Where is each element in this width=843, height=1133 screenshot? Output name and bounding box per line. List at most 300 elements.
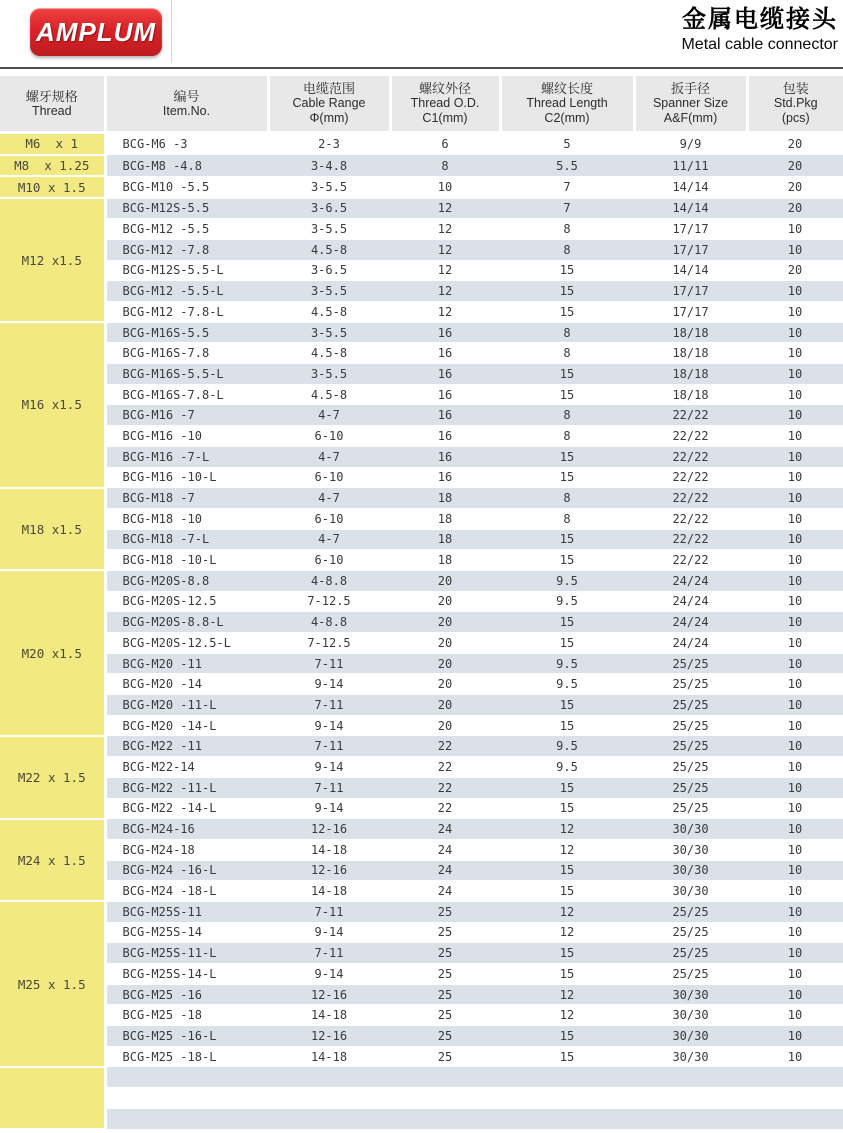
thread-length-cell: 12 <box>500 819 634 840</box>
cable-range-cell <box>268 1067 390 1088</box>
spanner-size-cell: 18/18 <box>634 343 747 364</box>
thread-length-cell: 12 <box>500 1005 634 1026</box>
cable-range-cell: 6-10 <box>268 467 390 488</box>
std-pkg-cell: 10 <box>747 1026 843 1047</box>
item-no-cell: BCG-M24-16 <box>105 819 268 840</box>
cable-range-cell: 7-11 <box>268 943 390 964</box>
thread-od-cell: 20 <box>390 715 500 736</box>
std-pkg-cell: 20 <box>747 260 843 281</box>
item-no-cell: BCG-M10 -5.5 <box>105 176 268 198</box>
thread-length-cell: 9.5 <box>500 591 634 612</box>
thread-od-cell: 18 <box>390 488 500 509</box>
thread-od-cell: 20 <box>390 653 500 674</box>
std-pkg-cell: 10 <box>747 964 843 985</box>
thread-length-cell: 12 <box>500 839 634 860</box>
table-row <box>0 819 843 840</box>
item-no-cell <box>105 1067 268 1088</box>
thread-od-cell: 22 <box>390 757 500 778</box>
thread-od-cell: 24 <box>390 860 500 881</box>
cable-range-cell: 9-14 <box>268 757 390 778</box>
table-row <box>0 550 843 571</box>
std-pkg-cell: 10 <box>747 364 843 385</box>
spanner-size-cell: 30/30 <box>634 984 747 1005</box>
thread-group-cell: M12 x1.5 <box>0 198 105 322</box>
spanner-size-cell: 25/25 <box>634 922 747 943</box>
item-no-cell: BCG-M25 -18-L <box>105 1046 268 1067</box>
thread-length-cell: 12 <box>500 984 634 1005</box>
spanner-size-cell: 18/18 <box>634 364 747 385</box>
cable-range-cell: 4.5-8 <box>268 239 390 260</box>
thread-od-cell: 18 <box>390 550 500 571</box>
item-no-cell: BCG-M25S-11-L <box>105 943 268 964</box>
table-row <box>0 570 843 591</box>
cable-range-cell: 14-18 <box>268 1005 390 1026</box>
thread-od-cell: 22 <box>390 777 500 798</box>
item-no-cell: BCG-M12 -7.8 <box>105 239 268 260</box>
thread-length-cell: 15 <box>500 695 634 716</box>
thread-od-cell: 20 <box>390 570 500 591</box>
spanner-size-cell: 24/24 <box>634 591 747 612</box>
thread-od-cell: 16 <box>390 446 500 467</box>
spanner-size-cell: 30/30 <box>634 839 747 860</box>
spanner-size-cell: 14/14 <box>634 198 747 219</box>
cable-range-cell: 4-7 <box>268 446 390 467</box>
thread-od-cell: 24 <box>390 839 500 860</box>
std-pkg-cell: 10 <box>747 901 843 922</box>
std-pkg-cell: 10 <box>747 633 843 654</box>
item-no-cell: BCG-M25S-14-L <box>105 964 268 985</box>
thread-group-cell: M18 x1.5 <box>0 488 105 571</box>
table-row <box>0 219 843 240</box>
cable-range-cell: 3-6.5 <box>268 260 390 281</box>
spanner-size-cell: 22/22 <box>634 467 747 488</box>
table-row <box>0 260 843 281</box>
thread-length-cell: 15 <box>500 964 634 985</box>
spanner-size-cell: 22/22 <box>634 529 747 550</box>
thread-od-cell: 20 <box>390 633 500 654</box>
thread-od-cell: 25 <box>390 1005 500 1026</box>
spanner-size-cell: 22/22 <box>634 426 747 447</box>
table-row <box>0 1108 843 1129</box>
item-no-cell: BCG-M20S-12.5 <box>105 591 268 612</box>
std-pkg-cell: 10 <box>747 819 843 840</box>
table-row <box>0 133 843 155</box>
cable-range-cell: 7-11 <box>268 777 390 798</box>
spanner-size-cell: 30/30 <box>634 1046 747 1067</box>
thread-length-cell: 8 <box>500 488 634 509</box>
thread-length-cell: 15 <box>500 260 634 281</box>
item-no-cell: BCG-M18 -10 <box>105 508 268 529</box>
thread-length-cell: 8 <box>500 343 634 364</box>
table-row <box>0 281 843 302</box>
item-no-cell: BCG-M12 -7.8-L <box>105 302 268 323</box>
thread-group-cell: M6 x 1 <box>0 133 105 155</box>
std-pkg-cell: 10 <box>747 860 843 881</box>
thread-od-cell: 16 <box>390 343 500 364</box>
thread-od-cell: 12 <box>390 260 500 281</box>
thread-length-cell: 15 <box>500 281 634 302</box>
thread-length-cell: 9.5 <box>500 653 634 674</box>
item-no-cell: BCG-M16S-5.5 <box>105 322 268 343</box>
thread-length-cell: 8 <box>500 405 634 426</box>
thread-length-cell: 15 <box>500 633 634 654</box>
thread-group-cell: M25 x 1.5 <box>0 901 105 1067</box>
page-title-zh: 金属电缆接头 <box>682 6 838 33</box>
item-no-cell: BCG-M6 -3 <box>105 133 268 155</box>
thread-group-cell: M22 x 1.5 <box>0 736 105 819</box>
item-no-cell: BCG-M16S-5.5-L <box>105 364 268 385</box>
spanner-size-cell: 30/30 <box>634 1026 747 1047</box>
cable-range-cell: 3-4.8 <box>268 155 390 177</box>
thread-length-cell <box>500 1108 634 1129</box>
std-pkg-cell: 10 <box>747 446 843 467</box>
cable-range-cell: 9-14 <box>268 922 390 943</box>
table-row <box>0 508 843 529</box>
std-pkg-cell <box>747 1067 843 1088</box>
cable-range-cell: 9-14 <box>268 798 390 819</box>
thread-group-cell: M20 x1.5 <box>0 570 105 736</box>
thread-length-cell <box>500 1067 634 1088</box>
table-row <box>0 529 843 550</box>
std-pkg-cell: 10 <box>747 674 843 695</box>
cable-range-cell: 7-11 <box>268 653 390 674</box>
table-row <box>0 343 843 364</box>
page-title-en: Metal cable connector <box>681 36 838 53</box>
table-row <box>0 302 843 323</box>
table-row <box>0 198 843 219</box>
cable-range-cell: 6-10 <box>268 426 390 447</box>
std-pkg-cell: 10 <box>747 591 843 612</box>
item-no-cell: BCG-M20 -11-L <box>105 695 268 716</box>
table-row <box>0 239 843 260</box>
thread-od-cell: 25 <box>390 943 500 964</box>
cable-range-cell: 3-5.5 <box>268 364 390 385</box>
thread-od-cell <box>390 1067 500 1088</box>
thread-od-cell: 16 <box>390 322 500 343</box>
table-row <box>0 446 843 467</box>
cable-range-cell: 6-10 <box>268 550 390 571</box>
spanner-size-cell: 14/14 <box>634 176 747 198</box>
table-row <box>0 715 843 736</box>
thread-od-cell: 24 <box>390 819 500 840</box>
std-pkg-cell: 10 <box>747 302 843 323</box>
item-no-cell: BCG-M25S-14 <box>105 922 268 943</box>
table-row <box>0 155 843 177</box>
spec-table-body <box>0 133 843 1130</box>
cable-range-cell: 14-18 <box>268 1046 390 1067</box>
thread-length-cell: 7 <box>500 198 634 219</box>
spanner-size-cell: 30/30 <box>634 1005 747 1026</box>
item-no-cell: BCG-M18 -10-L <box>105 550 268 571</box>
thread-od-cell: 18 <box>390 508 500 529</box>
thread-length-cell: 15 <box>500 529 634 550</box>
thread-od-cell: 25 <box>390 984 500 1005</box>
thread-od-cell: 12 <box>390 239 500 260</box>
thread-od-cell: 22 <box>390 798 500 819</box>
table-row <box>0 901 843 922</box>
thread-od-cell: 16 <box>390 364 500 385</box>
item-no-cell: BCG-M12S-5.5 <box>105 198 268 219</box>
item-no-cell: BCG-M16S-7.8 <box>105 343 268 364</box>
spec-table-header <box>0 76 843 133</box>
cable-range-cell: 12-16 <box>268 984 390 1005</box>
page-header <box>0 0 843 68</box>
thread-length-cell: 15 <box>500 881 634 902</box>
std-pkg-cell <box>747 1088 843 1109</box>
table-row <box>0 591 843 612</box>
thread-od-cell: 25 <box>390 1046 500 1067</box>
item-no-cell: BCG-M24-18 <box>105 839 268 860</box>
spanner-size-cell: 25/25 <box>634 736 747 757</box>
thread-length-cell: 15 <box>500 1026 634 1047</box>
spanner-size-cell: 14/14 <box>634 260 747 281</box>
thread-od-cell: 25 <box>390 901 500 922</box>
cable-range-cell: 7-11 <box>268 736 390 757</box>
table-row <box>0 839 843 860</box>
item-no-cell <box>105 1088 268 1109</box>
item-no-cell: BCG-M8 -4.8 <box>105 155 268 177</box>
thread-group-cell: M24 x 1.5 <box>0 819 105 902</box>
cable-range-cell: 7-12.5 <box>268 633 390 654</box>
page-title <box>681 5 838 55</box>
spanner-size-cell: 11/11 <box>634 155 747 177</box>
table-row <box>0 612 843 633</box>
std-pkg-cell: 10 <box>747 757 843 778</box>
table-row <box>0 426 843 447</box>
cable-range-cell <box>268 1088 390 1109</box>
amplum-logo <box>30 8 162 56</box>
std-pkg-cell: 10 <box>747 343 843 364</box>
thread-od-cell: 12 <box>390 281 500 302</box>
item-no-cell: BCG-M12S-5.5-L <box>105 260 268 281</box>
std-pkg-cell: 20 <box>747 198 843 219</box>
thread-length-cell: 15 <box>500 364 634 385</box>
thread-length-cell: 12 <box>500 901 634 922</box>
item-no-cell: BCG-M20S-12.5-L <box>105 633 268 654</box>
item-no-cell: BCG-M12 -5.5 <box>105 219 268 240</box>
spanner-size-cell: 17/17 <box>634 281 747 302</box>
spanner-size-cell: 25/25 <box>634 964 747 985</box>
thread-length-cell: 12 <box>500 922 634 943</box>
std-pkg-cell: 20 <box>747 133 843 155</box>
item-no-cell: BCG-M20 -11 <box>105 653 268 674</box>
cable-range-cell: 12-16 <box>268 1026 390 1047</box>
table-row <box>0 467 843 488</box>
spanner-size-cell: 17/17 <box>634 219 747 240</box>
thread-length-cell: 15 <box>500 1046 634 1067</box>
cable-range-cell: 3-5.5 <box>268 176 390 198</box>
spanner-size-cell: 22/22 <box>634 488 747 509</box>
table-row <box>0 943 843 964</box>
spanner-size-cell: 22/22 <box>634 508 747 529</box>
thread-length-cell: 8 <box>500 426 634 447</box>
spanner-size-cell: 22/22 <box>634 550 747 571</box>
thread-length-cell: 15 <box>500 550 634 571</box>
table-row <box>0 860 843 881</box>
thread-od-cell: 12 <box>390 302 500 323</box>
item-no-cell: BCG-M25S-11 <box>105 901 268 922</box>
std-pkg-cell: 10 <box>747 508 843 529</box>
table-row <box>0 757 843 778</box>
cable-range-cell: 3-5.5 <box>268 281 390 302</box>
spanner-size-cell: 17/17 <box>634 239 747 260</box>
cable-range-cell: 4-7 <box>268 488 390 509</box>
table-row <box>0 922 843 943</box>
col-header-thread: 螺牙规格 Thread <box>0 76 105 133</box>
item-no-cell: BCG-M22 -11 <box>105 736 268 757</box>
spanner-size-cell: 18/18 <box>634 384 747 405</box>
table-row <box>0 1088 843 1109</box>
thread-od-cell: 25 <box>390 922 500 943</box>
spanner-size-cell: 30/30 <box>634 860 747 881</box>
std-pkg-cell: 10 <box>747 467 843 488</box>
thread-od-cell <box>390 1108 500 1129</box>
spanner-size-cell: 25/25 <box>634 715 747 736</box>
spanner-size-cell: 24/24 <box>634 570 747 591</box>
table-row <box>0 653 843 674</box>
thread-length-cell: 8 <box>500 239 634 260</box>
col-header-item-no: 编号 Item.No. <box>105 76 268 133</box>
item-no-cell: BCG-M16 -7-L <box>105 446 268 467</box>
item-no-cell: BCG-M20 -14-L <box>105 715 268 736</box>
std-pkg-cell: 10 <box>747 653 843 674</box>
thread-length-cell: 15 <box>500 715 634 736</box>
item-no-cell: BCG-M25 -16 <box>105 984 268 1005</box>
thread-od-cell: 16 <box>390 467 500 488</box>
std-pkg-cell: 10 <box>747 881 843 902</box>
std-pkg-cell: 20 <box>747 155 843 177</box>
std-pkg-cell: 10 <box>747 943 843 964</box>
std-pkg-cell: 10 <box>747 1046 843 1067</box>
std-pkg-cell: 10 <box>747 405 843 426</box>
spanner-size-cell: 24/24 <box>634 612 747 633</box>
item-no-cell: BCG-M12 -5.5-L <box>105 281 268 302</box>
thread-length-cell: 8 <box>500 508 634 529</box>
cable-range-cell: 7-11 <box>268 695 390 716</box>
table-row <box>0 1067 843 1088</box>
table-row <box>0 736 843 757</box>
thread-od-cell: 6 <box>390 133 500 155</box>
thread-length-cell: 8 <box>500 219 634 240</box>
table-row <box>0 674 843 695</box>
table-row <box>0 777 843 798</box>
col-header-spanner-size: 扳手径 Spanner Size A&F(mm) <box>634 76 747 133</box>
item-no-cell: BCG-M20S-8.8 <box>105 570 268 591</box>
thread-od-cell: 8 <box>390 155 500 177</box>
thread-group-cell: M8 x 1.25 <box>0 155 105 177</box>
thread-od-cell: 20 <box>390 695 500 716</box>
spanner-size-cell: 25/25 <box>634 777 747 798</box>
spanner-size-cell: 25/25 <box>634 653 747 674</box>
item-no-cell: BCG-M24 -16-L <box>105 860 268 881</box>
cable-range-cell: 12-16 <box>268 860 390 881</box>
thread-length-cell: 15 <box>500 612 634 633</box>
item-no-cell: BCG-M22-14 <box>105 757 268 778</box>
table-row <box>0 176 843 198</box>
cable-range-cell: 4-7 <box>268 405 390 426</box>
thread-od-cell: 12 <box>390 198 500 219</box>
thread-od-cell: 18 <box>390 529 500 550</box>
std-pkg-cell: 10 <box>747 529 843 550</box>
table-row <box>0 1046 843 1067</box>
cable-range-cell: 4.5-8 <box>268 302 390 323</box>
table-row <box>0 384 843 405</box>
table-row <box>0 488 843 509</box>
spanner-size-cell: 22/22 <box>634 405 747 426</box>
thread-od-cell: 20 <box>390 612 500 633</box>
cable-range-cell: 7-12.5 <box>268 591 390 612</box>
item-no-cell: BCG-M20S-8.8-L <box>105 612 268 633</box>
table-row <box>0 633 843 654</box>
item-no-cell: BCG-M16 -10 <box>105 426 268 447</box>
std-pkg-cell: 10 <box>747 736 843 757</box>
spanner-size-cell: 25/25 <box>634 943 747 964</box>
col-header-cable-range: 电缆范围 Cable Range Φ(mm) <box>268 76 390 133</box>
table-row <box>0 798 843 819</box>
spanner-size-cell: 25/25 <box>634 674 747 695</box>
cable-range-cell: 2-3 <box>268 133 390 155</box>
spanner-size-cell: 30/30 <box>634 819 747 840</box>
std-pkg-cell <box>747 1108 843 1129</box>
thread-od-cell: 10 <box>390 176 500 198</box>
thread-length-cell: 15 <box>500 777 634 798</box>
table-row <box>0 322 843 343</box>
spanner-size-cell: 9/9 <box>634 133 747 155</box>
item-no-cell: BCG-M16 -10-L <box>105 467 268 488</box>
thread-od-cell: 22 <box>390 736 500 757</box>
thread-group-cell <box>0 1067 105 1129</box>
table-row <box>0 405 843 426</box>
thread-length-cell: 8 <box>500 322 634 343</box>
std-pkg-cell: 10 <box>747 322 843 343</box>
std-pkg-cell: 10 <box>747 426 843 447</box>
thread-length-cell: 7 <box>500 176 634 198</box>
std-pkg-cell: 10 <box>747 570 843 591</box>
table-row <box>0 984 843 1005</box>
spanner-size-cell: 25/25 <box>634 798 747 819</box>
item-no-cell: BCG-M25 -16-L <box>105 1026 268 1047</box>
cable-range-cell: 14-18 <box>268 881 390 902</box>
cable-range-cell: 14-18 <box>268 839 390 860</box>
std-pkg-cell: 10 <box>747 384 843 405</box>
spanner-size-cell: 18/18 <box>634 322 747 343</box>
std-pkg-cell: 10 <box>747 922 843 943</box>
cable-range-cell: 9-14 <box>268 674 390 695</box>
spanner-size-cell <box>634 1108 747 1129</box>
thread-od-cell: 25 <box>390 964 500 985</box>
spanner-size-cell <box>634 1088 747 1109</box>
cable-range-cell: 9-14 <box>268 964 390 985</box>
std-pkg-cell: 10 <box>747 715 843 736</box>
spanner-size-cell: 30/30 <box>634 881 747 902</box>
header-divider <box>171 0 172 63</box>
thread-od-cell: 12 <box>390 219 500 240</box>
col-header-thread-od: 螺纹外径 Thread O.D. C1(mm) <box>390 76 500 133</box>
item-no-cell: BCG-M20 -14 <box>105 674 268 695</box>
std-pkg-cell: 10 <box>747 798 843 819</box>
thread-length-cell: 15 <box>500 302 634 323</box>
thread-od-cell: 16 <box>390 384 500 405</box>
cable-range-cell: 4.5-8 <box>268 343 390 364</box>
item-no-cell: BCG-M16 -7 <box>105 405 268 426</box>
cable-range-cell: 3-5.5 <box>268 322 390 343</box>
cable-range-cell: 4.5-8 <box>268 384 390 405</box>
thread-od-cell: 20 <box>390 674 500 695</box>
header-rule <box>0 67 843 69</box>
item-no-cell: BCG-M25 -18 <box>105 1005 268 1026</box>
cable-range-cell: 12-16 <box>268 819 390 840</box>
thread-od-cell <box>390 1088 500 1109</box>
